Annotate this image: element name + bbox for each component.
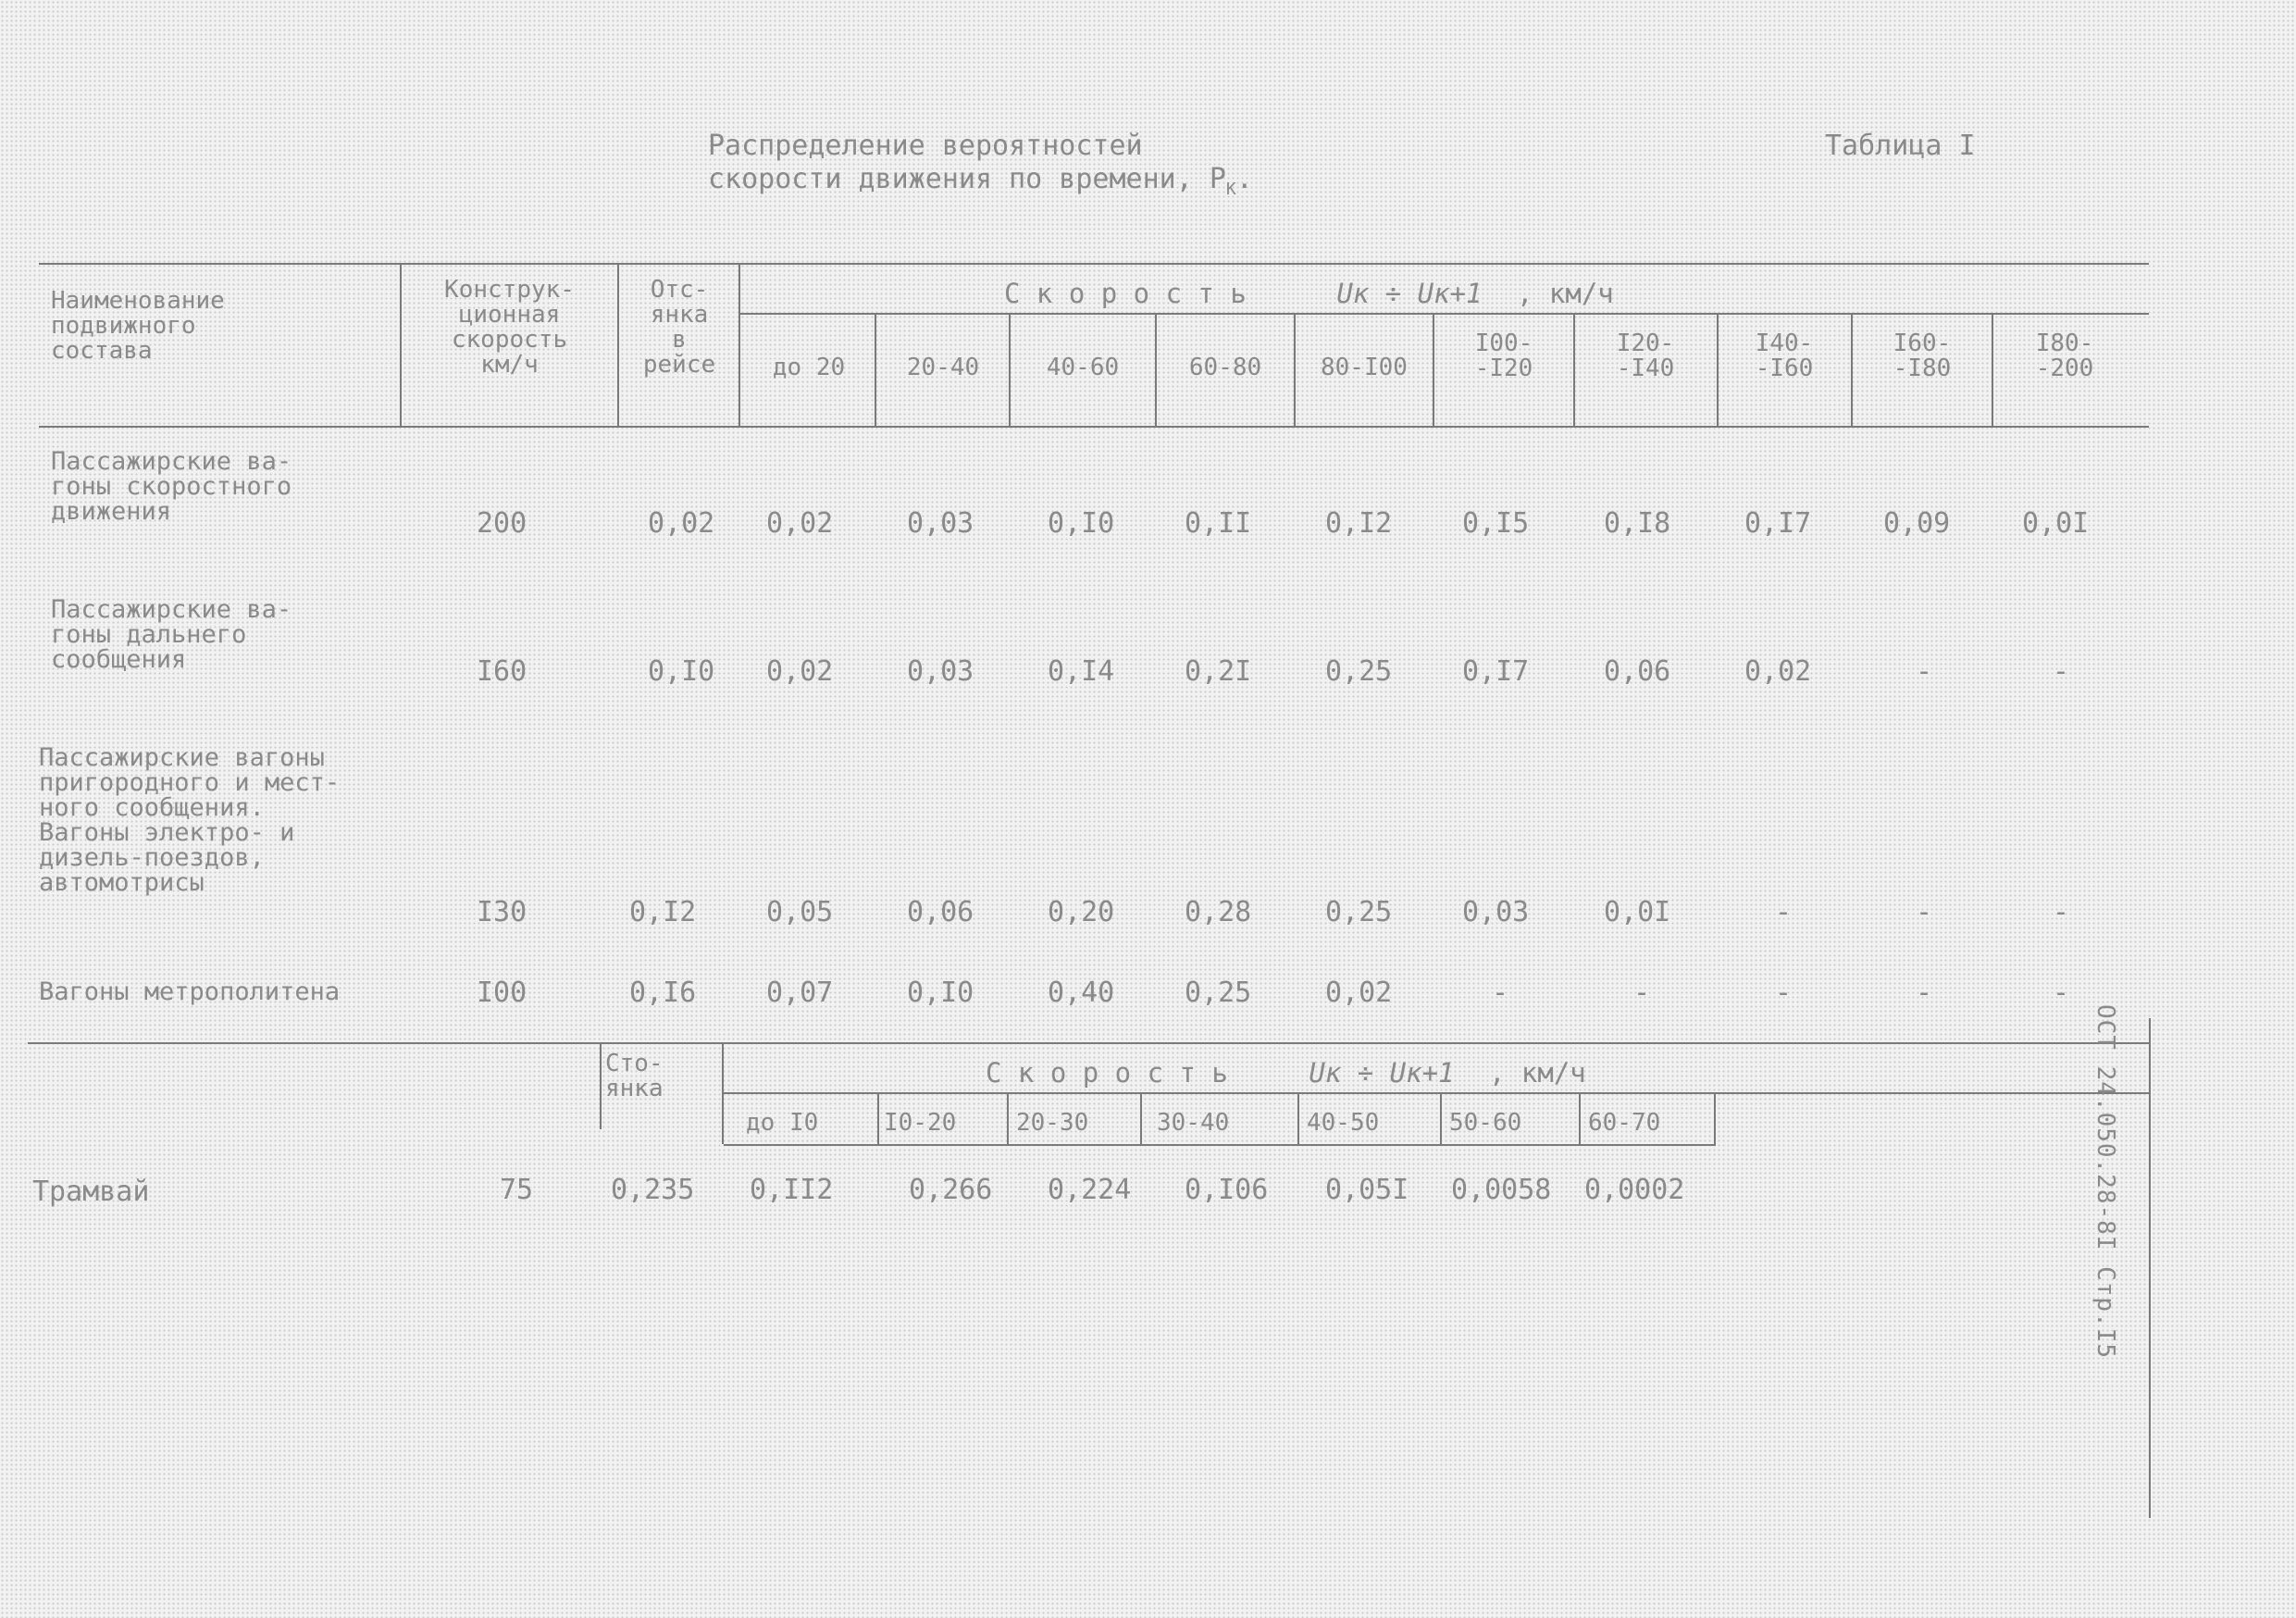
row-speed: I60 xyxy=(477,655,527,688)
header-divider xyxy=(1433,313,1434,426)
tram-header-divider xyxy=(877,1092,879,1144)
tram-header-range: 30-40 xyxy=(1157,1109,1230,1137)
table-cell: 0,09 xyxy=(1883,507,1951,540)
tram-header-divider xyxy=(722,1042,724,1144)
tram-cell: 0,266 xyxy=(909,1174,993,1206)
header-range: I40- -I60 xyxy=(1755,330,1814,382)
table-cell: 0,I0 xyxy=(1048,507,1115,540)
header-range: I20- -I40 xyxy=(1616,330,1675,382)
tram-header-divider xyxy=(1714,1092,1716,1144)
header-col-stop: Отс- янка в рейсе xyxy=(642,276,716,379)
table-cell: 0,02 xyxy=(648,507,715,540)
table-cell: - xyxy=(1916,977,1933,1009)
table-cell: - xyxy=(1492,977,1509,1009)
header-range: I80- -200 xyxy=(2035,330,2094,382)
tram-cell: 0,I06 xyxy=(1185,1174,1269,1206)
table-cell: 0,I0 xyxy=(648,655,715,688)
table-cell: 0,I4 xyxy=(1048,655,1115,688)
table-cell: 0,I8 xyxy=(1604,507,1671,540)
header-divider xyxy=(1155,313,1157,426)
tram-cell: 0,II2 xyxy=(750,1174,834,1206)
table-cell: 0,06 xyxy=(1604,655,1671,688)
tram-header-range: 20-30 xyxy=(1016,1109,1089,1137)
table-cell: 0,06 xyxy=(907,896,974,928)
table-cell: 0,I2 xyxy=(1325,507,1393,540)
document-code-stamp: ОСТ 24.050.28-8I Стр.I5 xyxy=(2091,1004,2119,1360)
table-cell: 0,2I xyxy=(1185,655,1252,688)
row-speed: 200 xyxy=(477,507,527,540)
table-cell: 0,25 xyxy=(1185,977,1252,1009)
header-mid-rule xyxy=(740,313,2149,315)
header-range: 60-80 xyxy=(1188,354,1262,381)
tram-header-divider xyxy=(600,1042,602,1129)
header-range: 80-I00 xyxy=(1321,354,1408,381)
table-cell: 0,03 xyxy=(907,507,974,540)
table-cell: 0,I7 xyxy=(1744,507,1812,540)
row-name: Пассажирские ва- гоны скоростного движения xyxy=(51,447,292,526)
table-cell: 0,20 xyxy=(1048,896,1115,928)
tram-header-divider xyxy=(1007,1092,1009,1144)
header-top-rule xyxy=(39,263,2149,265)
table-cell: - xyxy=(1916,896,1933,928)
table-cell: 0,I6 xyxy=(629,977,697,1009)
header-divider xyxy=(400,263,402,426)
tram-header-top-rule xyxy=(28,1042,2149,1044)
header-range: I60- -I80 xyxy=(1893,330,1952,382)
row-speed: I30 xyxy=(477,896,527,928)
tram-header-divider xyxy=(1140,1092,1142,1144)
header-divider xyxy=(875,313,876,426)
title-line-1: Распределение вероятностей xyxy=(708,130,1143,162)
tram-header-range: I0-20 xyxy=(884,1109,957,1137)
table-cell: - xyxy=(2053,655,2070,688)
header-col-speed: Конструк- ционная скорость км/ч xyxy=(444,276,575,379)
table-cell: 0,0I xyxy=(1604,896,1671,928)
tram-header-range: 60-70 xyxy=(1588,1109,1661,1137)
tram-header-bottom-rule xyxy=(724,1144,1716,1146)
row-speed: I00 xyxy=(477,977,527,1009)
table-cell: - xyxy=(1633,977,1651,1009)
tram-header-divider xyxy=(1440,1092,1442,1144)
table-cell: 0,05 xyxy=(766,896,834,928)
table-cell: 0,I5 xyxy=(1462,507,1530,540)
tram-header-range: 50-60 xyxy=(1449,1109,1522,1137)
table-cell: 0,02 xyxy=(766,655,834,688)
table-cell: - xyxy=(2053,977,2070,1009)
tram-cell: 0,224 xyxy=(1048,1174,1132,1206)
table-cell: 0,I7 xyxy=(1462,655,1530,688)
table-number: Таблица I xyxy=(1825,130,1976,162)
header-divider xyxy=(1851,313,1853,426)
header-divider xyxy=(617,263,619,426)
table-cell: 0,07 xyxy=(766,977,834,1009)
tram-header-divider xyxy=(1579,1092,1581,1144)
tram-cell: 0,235 xyxy=(611,1174,695,1206)
table-cell: 0,28 xyxy=(1185,896,1252,928)
stamp-rule xyxy=(2149,1018,2151,1518)
table-cell: 0,I0 xyxy=(907,977,974,1009)
header-divider xyxy=(1717,313,1719,426)
row-name: Пассажирские вагоны пригородного и мест- ного сообщения. Вагоны электро- и дизель-поездов, автомотрисы xyxy=(39,743,341,897)
table-cell: - xyxy=(1916,655,1933,688)
table-cell: 0,02 xyxy=(766,507,834,540)
table-cell: - xyxy=(1775,896,1793,928)
header-divider xyxy=(738,263,740,426)
tram-header-col-stop: Сто- янка xyxy=(605,1050,664,1102)
table-title xyxy=(708,130,1253,206)
table-cell: - xyxy=(2053,896,2070,928)
table-cell: 0,25 xyxy=(1325,896,1393,928)
header-range: 20-40 xyxy=(906,354,980,381)
tram-header-mid-rule xyxy=(724,1092,2149,1094)
tram-header-range: 40-50 xyxy=(1307,1109,1380,1137)
tram-row-name: Трамвай xyxy=(32,1176,150,1208)
table-cell: 0,25 xyxy=(1325,655,1393,688)
header-divider xyxy=(1992,313,1993,426)
table-cell: 0,02 xyxy=(1325,977,1393,1009)
header-range: I00- -I20 xyxy=(1474,330,1533,382)
tram-cell: 0,0002 xyxy=(1584,1174,1685,1206)
table-cell: 0,03 xyxy=(1462,896,1530,928)
header-range: 40-60 xyxy=(1046,354,1120,381)
row-name: Вагоны метрополитена xyxy=(39,977,341,1006)
header-divider xyxy=(1294,313,1296,426)
header-bottom-rule xyxy=(39,426,2149,428)
header-col-name: Наименование подвижного состава xyxy=(51,287,225,365)
table-cell: 0,II xyxy=(1185,507,1252,540)
table-cell: 0,I2 xyxy=(629,896,697,928)
tram-header-speed-group: С к о р о с т ь Uк ÷ Uк+1 , км/ч xyxy=(986,1057,1586,1089)
tram-header-range: до I0 xyxy=(746,1109,819,1137)
header-range: до 20 xyxy=(772,354,846,381)
header-divider xyxy=(1573,313,1575,426)
table-cell: 0,03 xyxy=(907,655,974,688)
table-cell: 0,40 xyxy=(1048,977,1115,1009)
table-cell: 0,0I xyxy=(2022,507,2090,540)
header-speed-group: С к о р о с т ь Uк ÷ Uк+1 , км/ч xyxy=(1004,278,1614,309)
tram-row-speed: 75 xyxy=(500,1174,534,1206)
header-divider xyxy=(1009,313,1011,426)
tram-cell: 0,05I xyxy=(1325,1174,1409,1206)
table-cell: 0,02 xyxy=(1744,655,1812,688)
tram-header-divider xyxy=(1297,1092,1299,1144)
table-cell: - xyxy=(1775,977,1793,1009)
title-line-2: скорости движения по времени, $P_K$. xyxy=(708,163,1253,199)
tram-cell: 0,0058 xyxy=(1451,1174,1552,1206)
row-name: Пассажирские ва- гоны дальнего сообщения xyxy=(51,595,292,674)
